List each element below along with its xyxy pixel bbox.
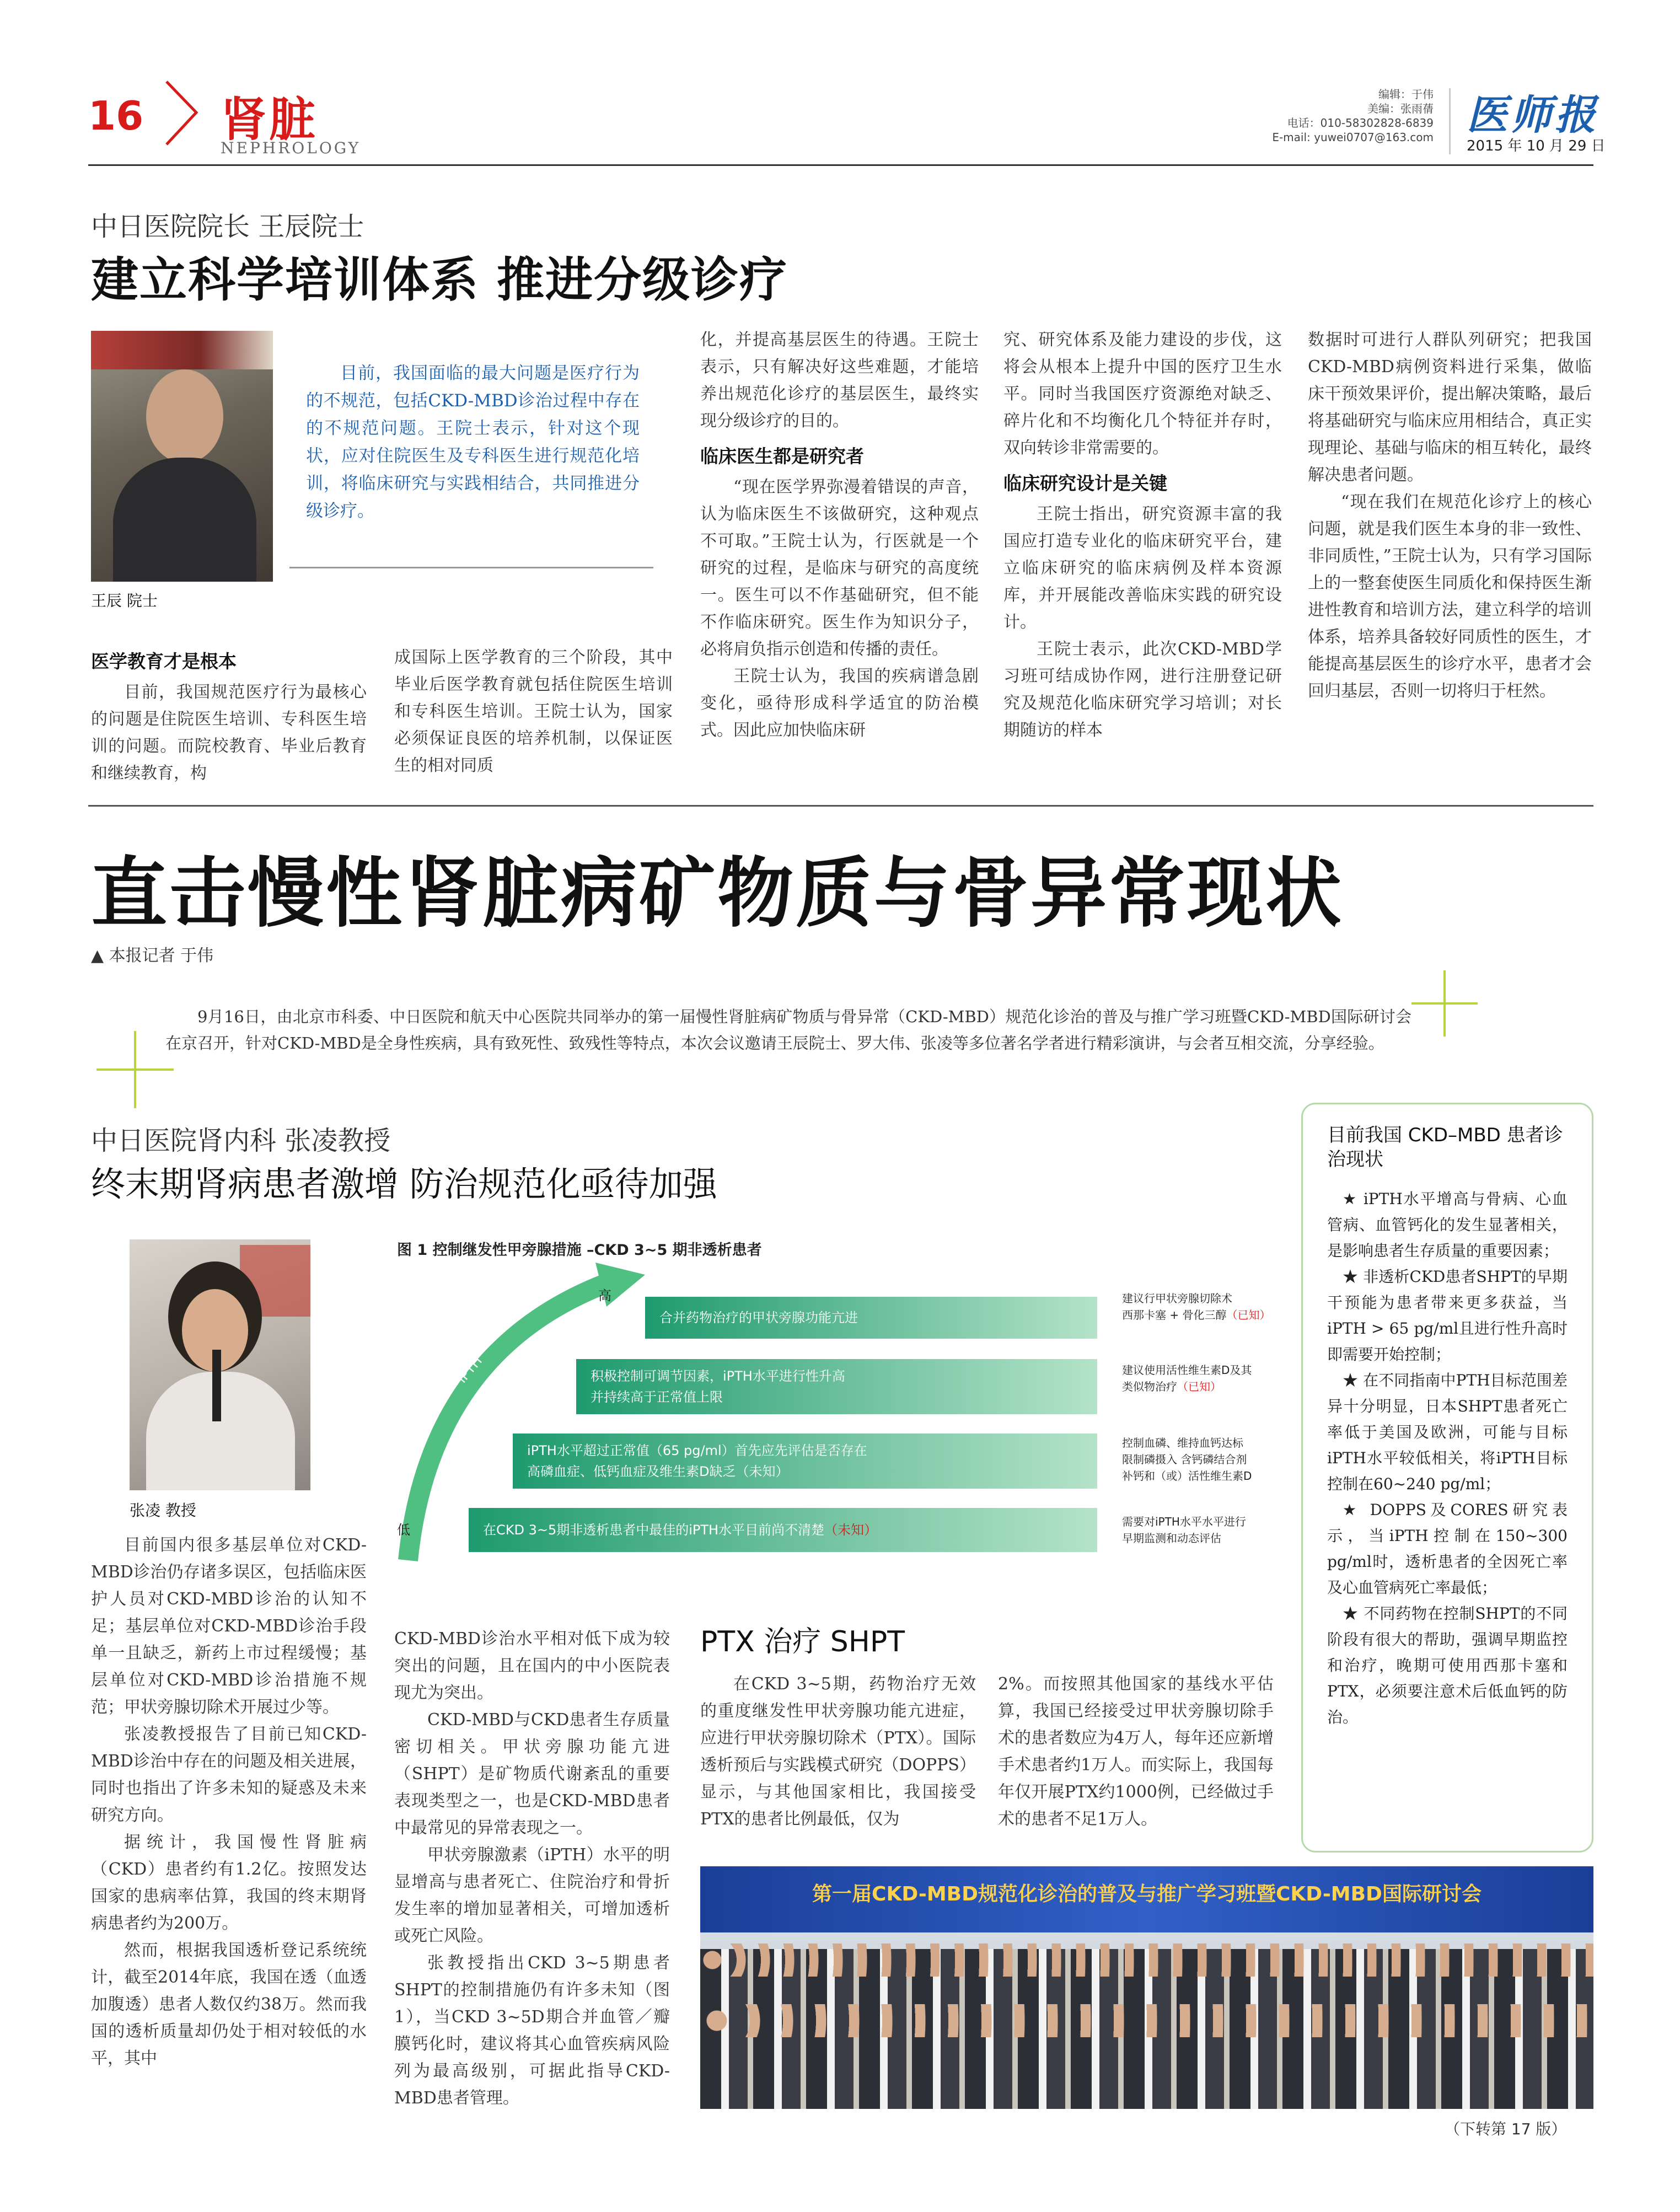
- figure-step-4: [469, 1508, 1097, 1552]
- step2-text: 积极控制可调节因素，iPTH水平进行性升高 并持续高于正常值上限: [591, 1368, 845, 1405]
- sidebar-item-3: ★ 在不同指南中PTH目标范围差异十分明显，日本SHPT患者死亡率低于美国及欧洲，可能与目标iPTH水平较低相关，将iPTH目标控制在60~240 pg/ml；: [1327, 1371, 1568, 1493]
- header-editor-info: [1191, 87, 1434, 144]
- article2-title: 直击慢性肾脏病矿物质与骨异常现状: [91, 849, 1344, 938]
- axis-label-high: 高: [598, 1288, 611, 1303]
- zhang-ling-caption: 张凌 教授: [130, 1501, 196, 1520]
- figure-step-2: [576, 1359, 1097, 1414]
- article1-col2: 成国际上医学教育的三个阶段，其中毕业后医学教育就包括住院医生培训和专科医生培训。王院士认为，国家必须保证良医的培养机制，以保证医生的相对同质: [394, 648, 673, 775]
- col2-lead: CKD-MBD诊治水平相对低下成为较突出的问题，且在国内的中小医院表现尤为突出。: [394, 1629, 670, 1703]
- article1-col3: [700, 326, 979, 744]
- note2-text: 建议使用活性维生素D及其 类似物治疗: [1122, 1363, 1252, 1393]
- sub-clinical-design: 临床研究设计是关键: [1003, 473, 1167, 494]
- page-number: 16: [88, 93, 144, 139]
- sub-medical-education: 医学教育才是根本: [91, 651, 237, 672]
- col4b-text: 王院士指出，研究资源丰富的我国应打造专业化的临床研究平台，建立临床研究的临床病例及样本资源库，并开展能改善临床实践的研究设计。: [1003, 504, 1282, 632]
- section-rule: [88, 805, 1593, 807]
- figure-caption: 图 1 控制继发性甲旁腺措施 –CKD 3~5 期非透析患者: [397, 1242, 762, 1259]
- article3-kicker: 中日医院肾内科 张凌教授: [91, 1125, 391, 1156]
- article1-col5: [1308, 326, 1592, 705]
- col1-p2: 张凌教授报告了目前已知CKD-MBD诊治中存在的问题及相关进展，同时也指出了许多未知的疑惑及未来研究方向。: [91, 1725, 367, 1825]
- sidebar-item-4: ★ DOPPS及CORES研究表示，当iPTH控制在150~300 pg/ml时，透析患者的全因死亡率及心血管病死亡率最低；: [1327, 1501, 1568, 1597]
- editor: 编辑：于伟: [1378, 88, 1434, 101]
- figure-note-4: 需要对iPTH水平水平进行 早期监测和动态评估: [1122, 1515, 1246, 1545]
- col2-p3: 张教授指出CKD 3~5期患者SHPT的控制措施仍有许多未知（图1），当CKD 3~5D期合并血管／瓣膜钙化时，建议将其心血管疾病风险列为最高级别，可据此指导CKD-MBD患者管理。: [394, 1953, 670, 2108]
- sidebar-title: 目前我国 CKD–MBD 患者诊治现状: [1327, 1124, 1563, 1171]
- sub-clinicians-researchers: 临床医生都是研究者: [700, 445, 864, 467]
- continued-note: （下转第 17 版）: [1445, 2120, 1567, 2138]
- axis-label-low: 低: [397, 1522, 410, 1538]
- email: E-mail: yuwei0707@163.com: [1272, 131, 1434, 144]
- ptx-col2: 2%。而按照其他国家的基线水平估算，我国已经接受过甲状旁腺切除手术的患者数应为4万人，每年还应新增手术患者约1万人。而实际上，我国每年仅开展PTX约1000例，已经做过手术的患者不足1万人。: [998, 1674, 1274, 1829]
- wang-chen-photo: [91, 331, 273, 582]
- article1-col1: [91, 640, 367, 787]
- section-subtitle: NEPHROLOGY: [221, 139, 361, 157]
- figure-note-2: [1122, 1362, 1287, 1395]
- figure-step-3: [513, 1433, 1097, 1489]
- article3-col2: [394, 1625, 670, 2112]
- article2-intro: [165, 1003, 1411, 1056]
- article1-col4: [1003, 326, 1282, 744]
- axis-label-ipth: iPTH: [454, 1353, 485, 1386]
- wang-chen-caption: 王辰 院士: [91, 592, 158, 610]
- lead-text: 目前，我国面临的最大问题是医疗行为的不规范，包括CKD-MBD诊治过程中存在的不规范问题。王院士表示，针对这个现状，应对住院医生及专科医生进行规范化培训，将临床研究与实践相结合，共同推进分级诊疗。: [306, 363, 640, 521]
- group-photo: [700, 1866, 1593, 2109]
- article2-byline: ▲ 本报记者 于伟: [91, 946, 214, 965]
- figure-note-1: [1122, 1290, 1287, 1323]
- col3a-text: 化，并提高基层医生的待遇。王院士表示，只有解决好这些难题，才能培养出规范化诊疗的基层医生，最终实现分级诊疗的目的。: [700, 330, 979, 431]
- decor-cross-left: [96, 1031, 174, 1108]
- issue-date: 2015 年 10 月 29 日: [1467, 138, 1606, 154]
- note2-tag: （已知）: [1177, 1380, 1221, 1393]
- note1-text: 建议行甲状旁腺切除术 西那卡塞 + 骨化三醇: [1122, 1292, 1232, 1322]
- sidebar-item-2: ★ 非透析CKD患者SHPT的早期干预能为患者带来更多获益，当iPTH > 65 pg/ml且进行性升高时即需要开始控制；: [1327, 1268, 1568, 1363]
- phone: 电话：010-58302828-6839: [1287, 116, 1434, 130]
- col2-p1: CKD-MBD与CKD患者生存质量密切相关。甲状旁腺功能亢进（SHPT）是矿物质代谢紊乱的重要表现类型之一，也是CKD-MBD患者中最常见的异常表现之一。: [394, 1710, 670, 1838]
- col5b-text: “现在我们在规范化诊疗上的核心问题，就是我们医生本身的非一致性、非同质性，”王院士认为，只有学习国际上的一整套使医生同质化和保持医生渐进性教育和培训方法，建立科学的培训体系，培养具备较好同质性的医生，才能提高基层医生的诊疗水平，患者才会回归基层，否则一切将归于枉然。: [1308, 492, 1592, 701]
- header-divider: [1449, 88, 1451, 154]
- zhang-ling-photo: [130, 1239, 310, 1490]
- paper-logo: 医师报: [1467, 92, 1599, 139]
- col2-p2: 甲状旁腺激素（iPTH）水平的明显增高与患者死亡、住院治疗和骨折发生率的增加显著相关，可增加透析或死亡风险。: [394, 1845, 670, 1946]
- sidebar-list: [1327, 1186, 1568, 1730]
- note1-tag: （已知）: [1226, 1308, 1271, 1322]
- col1-p3: 据统计，我国慢性肾脏病（CKD）患者约有1.2亿。按照发达国家的患病率估算，我国的终末期肾病患者约为200万。: [91, 1833, 367, 1933]
- lead-rule: [289, 567, 653, 568]
- col1-text: 目前，我国规范医疗行为最核心的问题是住院医生培训、专科医生培训的问题。而院校教育、毕业后教育和继续教育，构: [91, 683, 367, 783]
- ptx-col1: [700, 1671, 976, 1833]
- chevron-icon: [161, 77, 205, 149]
- col1-p1: 目前国内很多基层单位对CKD-MBD诊治仍存诸多误区，包括临床医护人员对CKD-MBD诊治的认知不足；基层单位对CKD-MBD诊治手段单一且缺乏，新药上市过程缓慢；基层单位对CKD-MBD诊治措施不规范；甲状旁腺切除术开展过少等。: [91, 1535, 367, 1717]
- step4-text: 在CKD 3~5期非透析患者中最佳的iPTH水平目前尚不清楚: [483, 1522, 825, 1538]
- article3-title: 终末期肾病患者激增 防治规范化亟待加强: [91, 1164, 717, 1204]
- article1-kicker: 中日医院院长 王辰院士: [91, 211, 364, 242]
- col3b-text: “现在医学界弥漫着错误的声音，认为临床医生不该做研究，这种观点不可取。”王院士认为，行医就是一个研究的过程，是临床与研究的高度统一。医生可以不作基础研究，但不能不作临床研究。医生作为知识分子，必将肩负指示创造和传播的责任。: [700, 477, 979, 659]
- step3-text: iPTH水平超过正常值（65 pg/ml）首先应先评估是否存在 高磷血症、低钙血症及维生素D缺乏（未知）: [527, 1443, 867, 1479]
- sidebar-item-5: ★ 不同药物在控制SHPT的不同阶段有很大的帮助，强调早期监控和治疗，晚期可使用西那卡塞和PTX，必须要注意术后低血钙的防治。: [1327, 1604, 1568, 1726]
- header-rule: [88, 164, 1593, 166]
- col1-p4: 然而，根据我国透析登记系统统计，截至2014年底，我国在透（血透加腹透）患者人数仅约38万。然而我国的透析质量却仍处于相对较低的水平，其中: [91, 1941, 367, 2068]
- figure-1: [386, 1263, 1279, 1571]
- sidebar-box: [1301, 1103, 1593, 1853]
- sidebar-item-1: ★ iPTH水平增高与骨病、心血管病、血管钙化的发生显著相关，是影响患者生存质量的重要因素；: [1327, 1190, 1568, 1260]
- decor-cross-right: [1411, 970, 1478, 1037]
- group-photo-banner: 第一届CKD-MBD规范化诊治的普及与推广学习班暨CKD-MBD国际研讨会: [812, 1883, 1482, 1905]
- col5a-text: 数据时可进行人群队列研究；把我国CKD-MBD病例资料进行采集，做临床干预效果评价，提出解决策略，最后将基础研究与临床应用相结合，真正实现理论、基础与临床的相互转化，最终解决患者问题。: [1308, 330, 1592, 485]
- intro-text: 9月16日，由北京市科委、中日医院和航天中心医院共同举办的第一届慢性肾脏病矿物质与骨异常（CKD-MBD）规范化诊治的普及与推广学习班暨CKD-MBD国际研讨会在京召开，针对CKD-MBD是全身性疾病，具有致死性、致残性等特点，本次会议邀请王辰院士、罗大伟、张凌等多位著名学者进行精彩演讲，与会者互相交流，分享经验。: [165, 1007, 1411, 1053]
- ptx-p1: 在CKD 3~5期，药物治疗无效的重度继发性甲状旁腺功能亢进症，应进行甲状旁腺切除术（PTX）。国际透析预后与实践模式研究（DOPPS）显示，与其他国家相比，我国接受PTX的患者比例最低，仅为: [700, 1674, 976, 1829]
- article1-lead: [306, 359, 640, 525]
- article3-col1: [91, 1532, 367, 2072]
- col4c-text: 王院士表示，此次CKD-MBD学习班可结成协作网，进行注册登记研究及规范化临床研究学习培训；对长期随访的样本: [1003, 640, 1282, 740]
- ptx-title: PTX 治疗 SHPT: [700, 1625, 905, 1658]
- figure-step-1: [645, 1297, 1097, 1339]
- step1-text: 合并药物治疗的甲状旁腺功能亢进: [659, 1310, 858, 1325]
- designer: 美编：张雨蒨: [1367, 102, 1434, 115]
- article1-title: 建立科学培训体系 推进分级诊疗: [91, 253, 788, 308]
- col4a-text: 究、研究体系及能力建设的步伐，这将会从根本上提升中国的医疗卫生水平。同时当我国医疗资源绝对缺乏、碎片化和不均衡化几个特征并存时，双向转诊非常需要的。: [1003, 330, 1282, 458]
- step4-tag: （未知）: [824, 1522, 878, 1538]
- figure-note-3: 控制血磷、维持血钙达标 限制磷摄入 含钙磷结合剂 补钙和（或）活性维生素D: [1122, 1436, 1252, 1483]
- col3c-text: 王院士认为，我国的疾病谱急剧变化，亟待形成科学适宜的防治模式。因此应加快临床研: [700, 667, 979, 740]
- section-title: 肾脏: [221, 93, 318, 147]
